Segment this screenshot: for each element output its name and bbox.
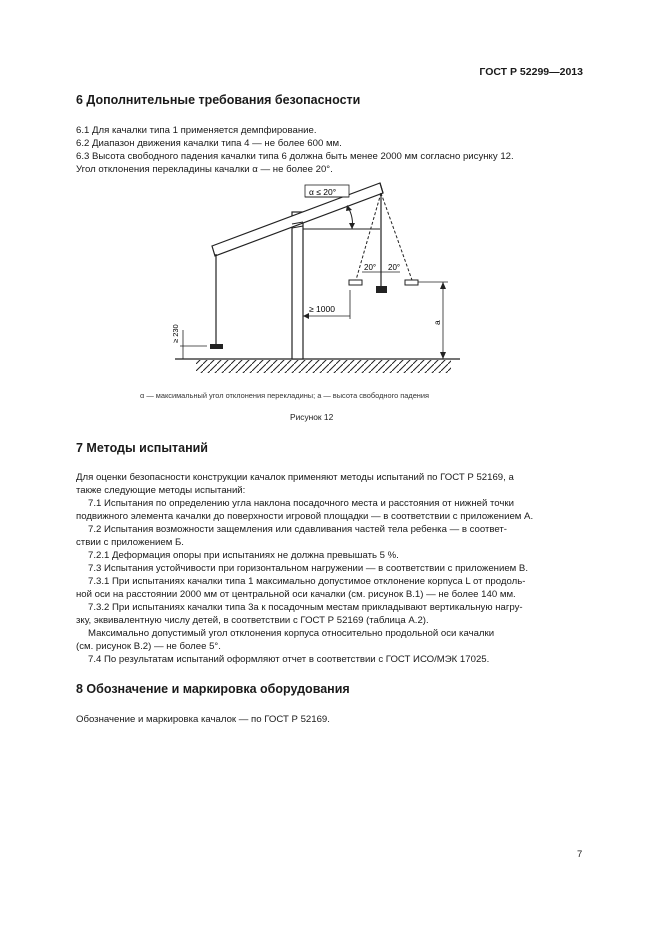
pendulum-seat-right — [405, 280, 418, 285]
s7-line-4: подвижного элемента качалки до поверхности игровой площадки — в соответствии с приложением А. — [76, 511, 534, 522]
distance-label: ≥ 1000 — [309, 304, 335, 314]
s7-line-3: 7.1 Испытания по определению угла наклона посадочного места и расстояния от нижней точки — [88, 498, 514, 509]
left-seat — [210, 344, 223, 349]
s7-line-6: ствии с приложением Б. — [76, 537, 184, 548]
support-post — [292, 212, 303, 359]
ground-hatch — [196, 360, 451, 373]
s7-line-7: 7.2.1 Деформация опоры при испытаниях не должна превышать 5 %. — [88, 550, 399, 561]
section-8-title: 8 Обозначение и маркировка оборудования — [76, 682, 350, 696]
angle-20-left: 20° — [364, 263, 377, 272]
angle-label: α ≤ 20° — [309, 187, 337, 197]
s7-line-13: Максимально допустимый угол отклонения корпуса относительно продольной оси качалки — [88, 628, 495, 639]
section-7-title: 7 Методы испытаний — [76, 441, 208, 455]
s7-line-1: Для оценки безопасности конструкции качалок применяют методы испытаний по ГОСТ Р 52169, а — [76, 472, 514, 483]
document-header: ГОСТ Р 52299—2013 — [479, 66, 583, 78]
s6-line-3: 6.3 Высота свободного падения качалки типа 6 должна быть менее 2000 мм согласно рисунку 12. — [76, 151, 514, 162]
figure-caption: Рисунок 12 — [290, 412, 334, 422]
figure-12-diagram — [0, 0, 661, 400]
page-number: 7 — [577, 849, 583, 860]
clearance-label: ≥ 230 — [171, 324, 180, 343]
s8-line-1: Обозначение и маркировка качалок — по ГОСТ Р 52169. — [76, 714, 330, 725]
s7-line-10: ной оси на расстоянии 2000 мм от центральной оси качалки (см. рисунок В.1) — не более 140 мм. — [76, 589, 516, 600]
s7-line-8: 7.3 Испытания устойчивости при горизонтальном нагружении — в соответствии с приложением В. — [88, 563, 528, 574]
s7-line-14: (см. рисунок В.2) — не более 5°. — [76, 641, 221, 652]
s6-line-1: 6.1 Для качалки типа 1 применяется демпфирование. — [76, 125, 317, 136]
s7-line-11: 7.3.2 При испытаниях качалки типа 3а к посадочным местам прикладывают вертикальную нагру- — [88, 602, 523, 613]
pendulum-seat — [376, 286, 387, 293]
s6-line-4: Угол отклонения перекладины качалки α — не более 20°. — [76, 164, 333, 175]
angle-20-right: 20° — [388, 263, 401, 272]
s7-line-2: также следующие методы испытаний: — [76, 485, 246, 496]
section-6-title: 6 Дополнительные требования безопасности — [76, 93, 361, 107]
s7-line-5: 7.2 Испытания возможности защемления или сдавливания частей тела ребенка — в соответ- — [88, 524, 507, 535]
s6-line-2: 6.2 Диапазон движения качалки типа 4 — не более 600 мм. — [76, 138, 342, 149]
s7-line-15: 7.4 По результатам испытаний оформляют отчет в соответствии с ГОСТ ИСО/МЭК 17025. — [88, 654, 490, 665]
s7-line-9: 7.3.1 При испытаниях качалки типа 1 максимально допустимое отклонение корпуса L от продоль- — [88, 576, 526, 587]
pendulum-seat-left — [349, 280, 362, 285]
fall-height-label: a — [432, 320, 442, 325]
figure-legend: α — максимальный угол отклонения перекладины; a — высота свободного падения — [140, 391, 430, 400]
s7-line-12: зку, эквивалентную числу детей, в соответствии с ГОСТ Р 52169 (таблица А.2). — [76, 615, 429, 626]
